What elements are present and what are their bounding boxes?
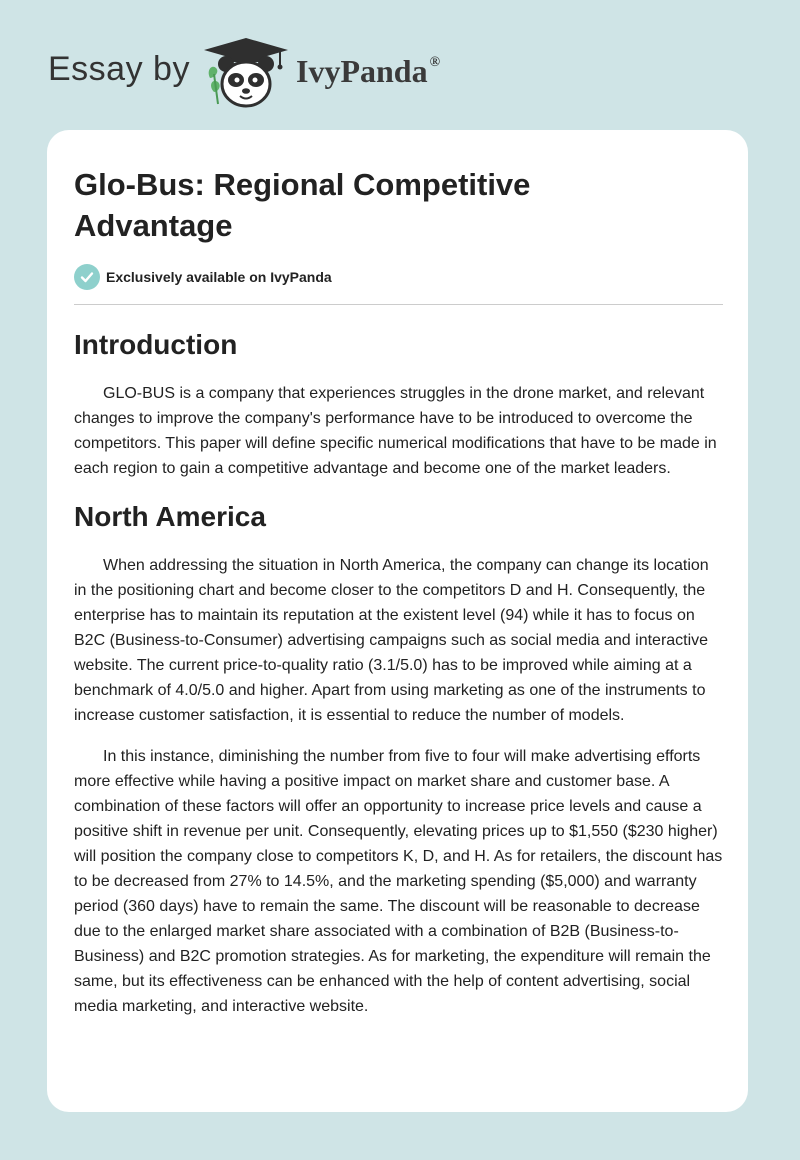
check-icon (74, 264, 100, 290)
paragraph: GLO-BUS is a company that experiences struggles in the drone market, and relevant changes to improve the company's performance have to be introduced to overcome the competitors. This paper will define specific numerical modifications that have to be made in each region to gain a competitive advantage and become one of the market leaders. (74, 385, 717, 477)
exclusive-badge (74, 263, 721, 291)
brand-name[interactable] (296, 53, 440, 90)
paragraph: When addressing the situation in North America, the company can change its location in the positioning chart and become closer to the competitors D and H. Consequently, the enterprise has to maintain its reputation at the existent level (94) while it has to focus on B2C (Business-to-Consumer) advertising campaigns such as social media and interactive website. The current price-to-quality ratio (3.1/5.0) has to be improved while aiming at a benchmark of 4.0/5.0 and higher. Apart from using marketing as one of the instruments to increase customer satisfaction, it is essential to reduce the number of models. (74, 557, 709, 724)
page-title: Glo-Bus: Regional Competitive Advantage (74, 167, 531, 243)
section-heading-north-america: North America (74, 501, 266, 532)
paragraph: In this instance, diminishing the number from five to four will make advertising efforts more effective while having a positive impact on market share and customer base. A combination of these factors will offer an opportunity to increase price levels and cause a positive shift in revenue per unit. Consequently, elevating prices up to $1,550 ($230 higher) will position the company close to competitors K, D, and H. As for retailers, the discount has to be decreased from 27% to 14.5%, and the marketing spending ($5,000) and warranty period (360 days) have to remain the same. The discount will be reasonable to decrease due to the enlarged market share associated with a combination of B2B (Business-to-Business) and B2C promotion strategies. As for marketing, the expenditure will remain the same, but its effectiveness can be enhanced with the help of content advertising, social media marketing, and interactive website. (74, 748, 723, 1015)
brand-text: IvyPanda (296, 53, 428, 89)
essay-by-label: Essay by (48, 50, 190, 88)
divider (74, 304, 723, 305)
badge-label: Exclusively available on IvyPanda (106, 269, 332, 285)
section-heading-introduction: Introduction (74, 329, 238, 360)
registered-mark: ® (429, 55, 441, 70)
site-header (0, 0, 800, 130)
panda-logo-icon[interactable] (200, 34, 292, 110)
essay-card (47, 130, 748, 1112)
